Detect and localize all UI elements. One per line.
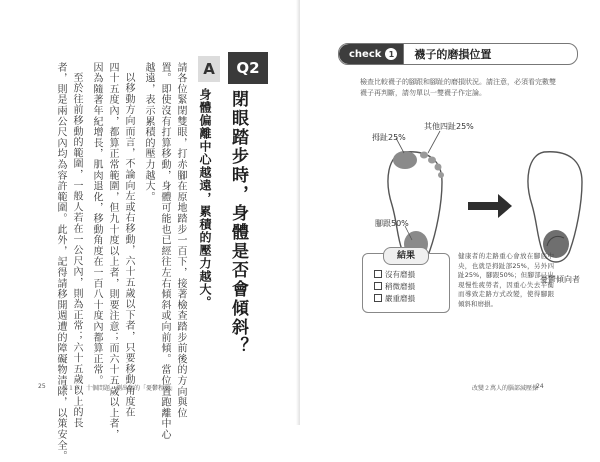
arrow-right-icon [468, 194, 512, 218]
intro-text: 檢查比較襪子的腳跟和腳趾的磨損狀況。請注意，必須看完數雙襪子再判斷，請勿單以一雙襪子作定論。 [360, 78, 556, 97]
chapter-footer: 第１章 十個問題，測出你的「憂鬱程度」 [62, 385, 177, 392]
answer-heading: 身體偏離中心越遠，累積的壓力越大。 [198, 88, 212, 309]
result-box [362, 253, 450, 313]
result-option[interactable] [374, 281, 415, 293]
checkbox-icon[interactable] [374, 270, 382, 278]
healthy-foot-icon [388, 151, 444, 262]
checkbox-icon[interactable] [374, 294, 382, 302]
book-title-footer: 改變２萬人的腦部減壓操 [472, 385, 539, 392]
page-number: 24 [536, 383, 544, 390]
explanation-note: 健康者的走路重心會放在腳底中央，也就是拇趾部25%，另外四趾25%，腳跟50%；但腳部已出現慢性疲勞者，因重心失去平衡而導致走路方式改變，使得腳跟傾斜和磨損。 [458, 252, 554, 308]
right-page [300, 0, 600, 425]
body-column: 置。即使沒有打算移動，身體可能也已經往左右傾斜或向前傾。當位置跑離中心 [159, 62, 170, 440]
page-number: 25 [38, 383, 46, 390]
result-options [374, 269, 415, 305]
checkbox-icon[interactable] [374, 282, 382, 290]
result-option[interactable] [374, 269, 415, 281]
result-title: 結果 [383, 247, 429, 265]
result-option[interactable] [374, 293, 415, 305]
answer-badge: A [198, 56, 220, 82]
other-toes-label: 其他四趾25% [424, 122, 474, 131]
body-column: 因為隨著年紀增長，肌肉退化，移動角度在一百八十度內都算正常。 [91, 62, 102, 386]
result-option-label: 稍微磨損 [385, 282, 415, 291]
check-label: check [349, 48, 382, 60]
body-column: 者，則是兩公尺內均為容許範圍。此外，記得請移開週遭的障礙物清除，以策安全。 [55, 62, 66, 462]
body-column: 請各位緊閉雙眼，打赤腳在原地踏步一百下，接著檢查踏步前後的方向與位 [175, 62, 186, 419]
toe-label: 拇趾25% [372, 133, 406, 142]
result-option-label: 嚴重磨損 [385, 294, 415, 303]
depressed-caption: 憂鬱傾向者 [540, 275, 580, 284]
body-column: 以移動方向而言，不論向左或右移動，六十五歲以下者，只要移動角度在 [123, 72, 134, 418]
check-title: 襪子的磨損位置 [414, 48, 492, 61]
heel-label: 腳跟50% [375, 219, 409, 228]
result-option-label: 沒有磨損 [385, 270, 415, 279]
body-column: 四十五度內，都算正常範圍，但九十度以上者，則要注意；而六十五歲以上者， [107, 62, 118, 440]
body-column: 越遠，表示累積的壓力越大。 [143, 62, 154, 203]
depressed-foot-icon [528, 152, 582, 262]
body-column: 至於往前移動的範圍，一般人若在一公尺內，則為正常；六十五歲以上的長 [71, 72, 82, 429]
foot-diagram [300, 0, 600, 425]
check-number: 1 [385, 48, 397, 60]
other-toes-leader [428, 131, 440, 153]
question-badge: Q2 [228, 52, 268, 84]
page-title: 閉眼踏步時，身體是否會傾斜？ [228, 90, 248, 356]
